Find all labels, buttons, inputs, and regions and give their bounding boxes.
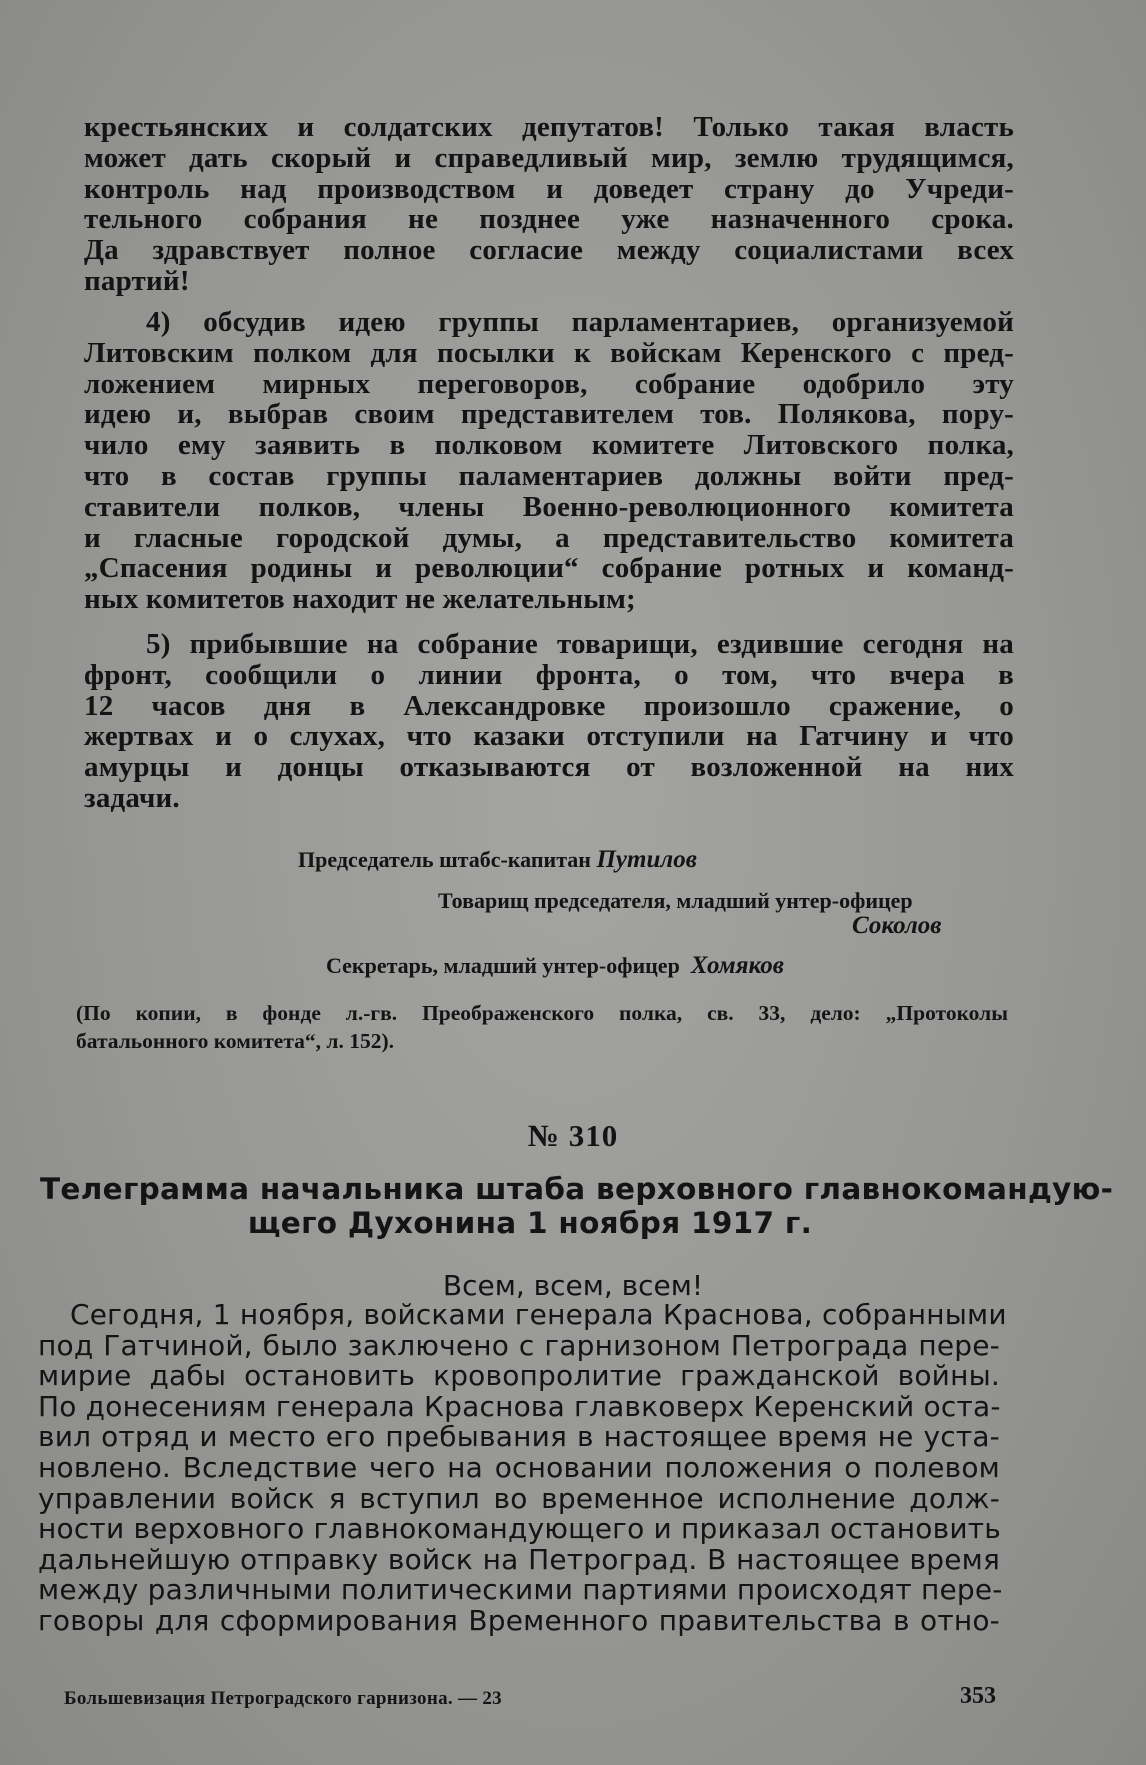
text-line: амурцы и донцы отказываются от возложенной на них (84, 751, 1014, 784)
text-line: крестьянских и солдатских депутатов! Только такая власть (84, 111, 1014, 143)
page-number: 353 (960, 1683, 996, 1709)
text-line: ности верховного главнокомандующего и приказал остановить (38, 1512, 1001, 1546)
text-line: Литовским полком для посылки к войскам Керенского с пред- (84, 336, 1014, 369)
text-line: Да здравствует полное согласие между социалистами всех (84, 234, 1014, 267)
text-line: идею и, выбрав своим представителем тов. Полякова, пору- (84, 398, 1014, 431)
signature-deputy-name (852, 912, 941, 940)
document-number: № 310 (527, 1118, 619, 1153)
text-line: ных комитетов находит не желательным; (84, 583, 636, 616)
text-line: 12 часов дня в Александровке произошло сражение, о (84, 689, 1014, 722)
text-line: управлении войск я вступил во временное исполнение долж- (38, 1481, 1000, 1515)
text-line: между различными политическими партиями происходят пере- (38, 1573, 1003, 1607)
text-line: что в состав группы паламентариев должны войти пред- (84, 459, 1014, 492)
signature-deputy-title (438, 888, 913, 914)
signature-name: Путилов (596, 846, 697, 873)
title-line: Телеграмма начальника штаба верховного главнокомандую- (40, 1172, 1114, 1206)
text-line: под Гатчиной, было заключено с гарнизоном Петрограда пере- (38, 1328, 1000, 1362)
signature-name: Хомяков (690, 952, 784, 979)
text-line: ложением мирных переговоров, собрание одобрило эту (84, 367, 1014, 400)
text-line: чило ему заявить в полковом комитете Литовского полка, (84, 429, 1014, 462)
text-line: тельного собрания не позднее уже назначенного срока. (84, 203, 1014, 236)
text-line: жертвах и о слухах, что казаки отступили на Гатчину и что (84, 720, 1014, 753)
text-line: контроль над производством и доведет страну до Учреди- (84, 172, 1014, 205)
protocol-item-5 (84, 629, 1014, 814)
text-line: ставители полков, члены Военно-революционного комитета (84, 490, 1014, 523)
text-line: партий! (84, 264, 190, 297)
text-line: 4) обсудив идею группы парламентариев, организуемой (146, 306, 1014, 338)
text-line: говоры для сформирования Временного правительства в отно- (38, 1603, 1000, 1637)
text-line: может дать скорый и справедливый мир, землю трудящимся, (84, 141, 1014, 174)
signature-secretary (326, 952, 784, 980)
text-line: вил отряд и место его пребывания в настоящее время не уста- (38, 1420, 1000, 1454)
text-line: Сегодня, 1 ноября, войсками генерала Краснова, собранными (70, 1298, 1007, 1331)
text-line: „Спасения родины и революции“ собрание ротных и команд- (84, 552, 1014, 585)
document-title (40, 1172, 1114, 1240)
signature-chair (298, 846, 697, 874)
text-line: мирие дабы остановить кровопролитие гражданской войны. (38, 1359, 1000, 1393)
archival-source-note (76, 999, 1008, 1055)
telegram-text (38, 1298, 1007, 1637)
text-line: фронт, сообщили о линии фронта, о том, что вчера в (84, 658, 1014, 691)
signature-title: Товарищ председателя, младший унтер-офицер (438, 888, 913, 913)
signature-title: Секретарь, младший унтер-офицер (326, 953, 680, 978)
text-line: батальонного комитета“, л. 152). (76, 1029, 395, 1053)
text-line: 5) прибывшие на собрание товарищи, ездившие сегодня на (146, 628, 1014, 660)
text-line: новлено. Вследствие чего на основании положения о полевом (38, 1450, 1000, 1484)
telegram-greeting: Всем, всем, всем! (442, 1269, 704, 1302)
running-footer: Большевизация Петроградского гарнизона. — 23 (64, 1688, 502, 1709)
protocol-item-4 (84, 307, 1014, 615)
text-line: задачи. (84, 781, 180, 814)
signature-name: Соколов (852, 912, 942, 939)
protocol-text-continued (84, 112, 1014, 297)
text-line: и гласные городской думы, а представительство комитета (84, 521, 1014, 554)
text-line: По донесениям генерала Краснова главковерх Керенский оста- (38, 1389, 1001, 1423)
title-line: щего Духонина 1 ноября 1917 г. (247, 1206, 813, 1240)
text-line: дальнейшую отправку войск на Петроград. В настоящее время (38, 1542, 1000, 1576)
signature-title: Председатель штабс-капитан (298, 847, 591, 872)
text-line: (По копии, в фонде л.-гв. Преображенского полка, св. 33, дело: „Протоколы (76, 1001, 1008, 1025)
